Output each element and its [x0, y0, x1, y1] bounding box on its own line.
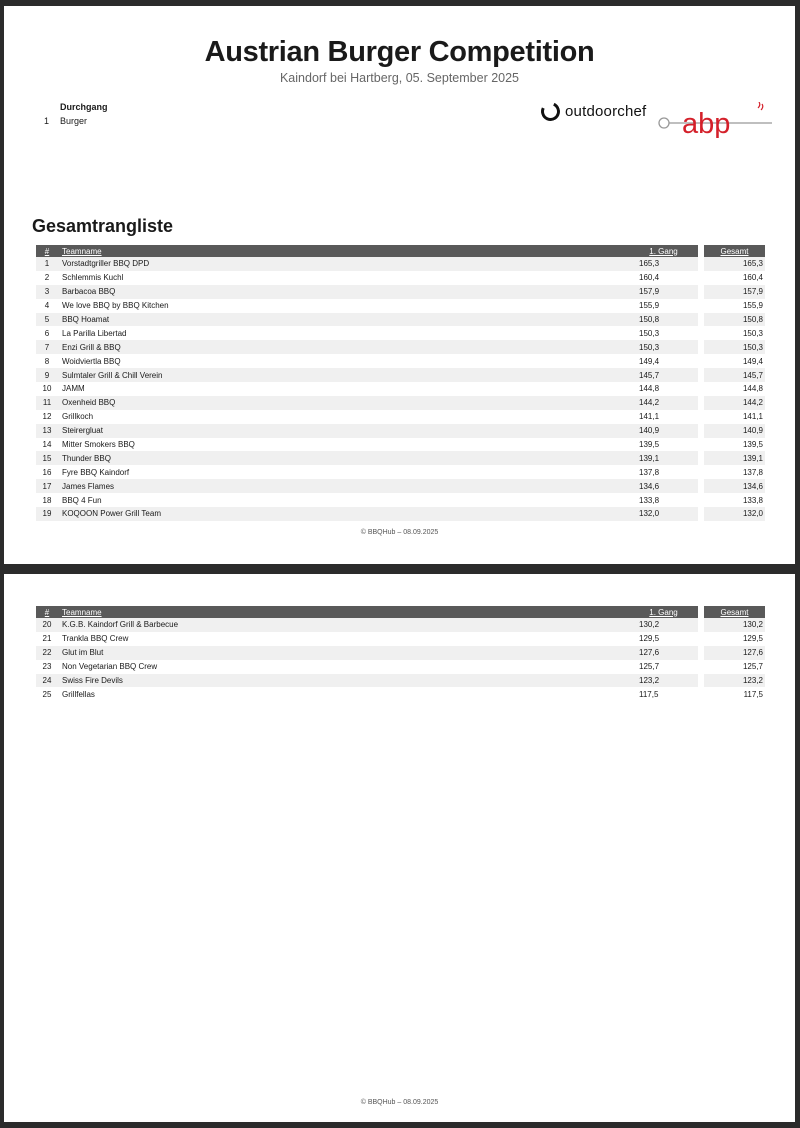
- competition-subtitle: Kaindorf bei Hartberg, 05. September 2025: [279, 71, 520, 85]
- total-score-cell: 133,8: [742, 495, 763, 505]
- round1-score-cell: 134,6: [639, 481, 660, 491]
- page-footer: © BBQHub – 08.09.2025: [360, 1099, 439, 1106]
- team-name-cell: La Parilla Libertad: [62, 328, 127, 338]
- total-score-cell: 134,6: [742, 481, 763, 491]
- total-score-cell: 140,9: [742, 426, 763, 436]
- table-row: [36, 493, 765, 507]
- round1-score-cell: 132,0: [639, 509, 660, 519]
- ranking-table-page-2: [36, 606, 765, 701]
- outdoorchef-logo-text: outdoorchef: [565, 102, 647, 120]
- outdoorchef-logo: [541, 99, 646, 123]
- rank-cell: 17: [42, 481, 52, 491]
- table-row: [36, 271, 765, 285]
- total-score-cell: 141,1: [742, 412, 763, 422]
- team-name-cell: Non Vegetarian BBQ Crew: [62, 662, 158, 672]
- team-name-cell: James Flames: [62, 481, 115, 491]
- rank-cell: 14: [42, 440, 52, 450]
- table-row: [36, 368, 765, 382]
- table-row: [36, 646, 765, 660]
- rank-cell: 9: [44, 370, 50, 380]
- header-team: Teamname: [62, 246, 102, 256]
- team-name-cell: KOQOON Power Grill Team: [62, 509, 161, 519]
- round1-score-cell: 141,1: [639, 412, 660, 422]
- total-score-cell: 149,4: [742, 356, 763, 366]
- team-name-cell: We love BBQ by BBQ Kitchen: [62, 301, 169, 311]
- table-row: [36, 299, 765, 313]
- total-score-cell: 145,7: [742, 370, 763, 380]
- total-score-cell: 157,9: [742, 287, 763, 297]
- round1-score-cell: 157,9: [639, 287, 660, 297]
- rank-cell: 24: [42, 676, 52, 685]
- round1-score-cell: 117,5: [639, 689, 659, 699]
- table-row: [36, 354, 765, 368]
- total-score-cell: 130,2: [742, 620, 763, 630]
- total-score-cell: 150,3: [742, 328, 763, 338]
- team-name-cell: Vorstadtgriller BBQ DPD: [62, 259, 150, 269]
- header-round1: 1. Gang: [649, 246, 678, 256]
- round-number: 1: [44, 116, 50, 126]
- total-score-cell: 132,0: [742, 509, 763, 519]
- team-name-cell: Mitter Smokers BBQ: [62, 440, 135, 450]
- competition-title: Austrian Burger Competition: [204, 36, 595, 68]
- rank-cell: 11: [42, 398, 52, 408]
- total-score-cell: 139,1: [742, 453, 763, 463]
- total-score-cell: 144,8: [742, 384, 763, 394]
- total-score-cell: 144,2: [742, 398, 763, 408]
- table-row: [36, 451, 765, 465]
- header-total: Gesamt: [720, 246, 749, 256]
- rank-cell: 10: [42, 384, 52, 394]
- total-score-cell: 155,9: [742, 301, 763, 311]
- team-name-cell: Grillfellas: [62, 689, 95, 699]
- table-row: [36, 410, 765, 424]
- total-score-cell: 165,3: [742, 259, 763, 269]
- rank-cell: 20: [42, 620, 52, 630]
- round1-score-cell: 139,1: [639, 453, 660, 463]
- round1-score-cell: 150,3: [639, 328, 660, 338]
- header-rank: #: [44, 607, 50, 617]
- round1-score-cell: 139,5: [639, 440, 660, 450]
- round1-score-cell: 149,4: [639, 356, 660, 366]
- total-score-cell: 125,7: [742, 662, 763, 672]
- rank-cell: 4: [44, 301, 50, 311]
- team-name-cell: Steirergluat: [62, 426, 103, 436]
- rank-cell: 16: [42, 467, 52, 477]
- table-row: [36, 340, 765, 354]
- total-score-cell: 117,5: [743, 689, 763, 699]
- outdoorchef-ring-icon: [538, 99, 562, 123]
- table-row: [36, 465, 765, 479]
- team-name-cell: Enzi Grill & BBQ: [62, 342, 121, 352]
- abp-logo-text: abp: [682, 108, 731, 138]
- rank-cell: 1: [44, 259, 50, 269]
- abp-logo: [654, 102, 772, 138]
- round1-score-cell: 140,9: [639, 426, 660, 436]
- total-score-cell: 150,8: [742, 315, 763, 324]
- team-name-cell: Oxenheid BBQ: [62, 398, 116, 408]
- table-row: [36, 313, 765, 327]
- total-score-cell: 127,6: [742, 648, 763, 658]
- page-1: [4, 6, 795, 564]
- page-2: [4, 574, 795, 1122]
- round1-score-cell: 144,8: [639, 384, 660, 394]
- team-name-cell: Barbacoa BBQ: [62, 287, 116, 297]
- total-score-cell: 137,8: [742, 467, 763, 477]
- total-score-cell: 139,5: [742, 440, 763, 450]
- table-row: [36, 618, 765, 632]
- table-header-row: [36, 606, 765, 618]
- round-name: Burger: [60, 116, 88, 126]
- rank-cell: 22: [42, 648, 52, 658]
- rank-cell: 6: [44, 328, 50, 338]
- rank-cell: 15: [42, 453, 52, 463]
- team-name-cell: Woidviertla BBQ: [62, 356, 121, 366]
- table-row: [36, 507, 765, 521]
- round1-score-cell: 155,9: [639, 301, 660, 311]
- table-row: [36, 326, 765, 340]
- table-row: [36, 632, 765, 646]
- team-name-cell: Thunder BBQ: [62, 453, 111, 463]
- team-name-cell: Schlemmis Kuchl: [62, 273, 124, 283]
- team-name-cell: Grillkoch: [62, 412, 94, 422]
- round1-score-cell: 127,6: [639, 648, 660, 658]
- table-row: [36, 479, 765, 493]
- table-row: [36, 257, 765, 271]
- round1-score-cell: 130,2: [639, 620, 660, 630]
- rank-cell: 13: [42, 426, 52, 436]
- rank-cell: 21: [42, 634, 52, 644]
- round1-score-cell: 145,7: [639, 370, 660, 380]
- round-heading: Durchgang: [60, 102, 108, 112]
- total-score-cell: 150,3: [742, 342, 763, 352]
- team-name-cell: Glut im Blut: [62, 648, 104, 658]
- table-row: [36, 396, 765, 410]
- round1-score-cell: 129,5: [639, 634, 660, 644]
- total-score-cell: 129,5: [742, 634, 763, 644]
- header-round1: 1. Gang: [649, 607, 678, 617]
- team-name-cell: BBQ Hoamat: [62, 315, 110, 324]
- table-row: [36, 285, 765, 299]
- rank-cell: 19: [42, 509, 52, 519]
- round1-score-cell: 160,4: [639, 273, 660, 283]
- round1-score-cell: 125,7: [639, 662, 660, 672]
- team-name-cell: JAMM: [62, 384, 85, 394]
- header-team: Teamname: [62, 607, 102, 617]
- rank-cell: 18: [42, 495, 52, 505]
- page-footer: © BBQHub – 08.09.2025: [360, 529, 439, 536]
- round1-score-cell: 150,8: [639, 315, 660, 324]
- rank-cell: 8: [44, 356, 50, 366]
- team-name-cell: K.G.B. Kaindorf Grill & Barbecue: [62, 620, 179, 630]
- rank-cell: 12: [42, 412, 52, 422]
- round1-score-cell: 165,3: [639, 259, 660, 269]
- section-title: Gesamtrangliste: [32, 216, 174, 236]
- team-name-cell: Swiss Fire Devils: [62, 676, 123, 685]
- round1-score-cell: 123,2: [639, 676, 660, 685]
- round1-score-cell: 137,8: [639, 467, 660, 477]
- round1-score-cell: 144,2: [639, 398, 660, 408]
- team-name-cell: Trankla BBQ Crew: [62, 634, 129, 644]
- rank-cell: 7: [44, 342, 50, 352]
- rank-cell: 25: [42, 689, 52, 699]
- rank-cell: 5: [44, 315, 50, 324]
- rank-cell: 3: [44, 287, 50, 297]
- table-row: [36, 382, 765, 396]
- total-score-cell: 160,4: [742, 273, 763, 283]
- table-row: [36, 438, 765, 452]
- rank-cell: 23: [42, 662, 52, 672]
- team-name-cell: Sulmtaler Grill & Chill Verein: [62, 370, 163, 380]
- team-name-cell: Fyre BBQ Kaindorf: [62, 467, 130, 477]
- ranking-table-page-1: [36, 245, 765, 521]
- table-row: [36, 424, 765, 438]
- table-header-row: [36, 245, 765, 257]
- header-total: Gesamt: [720, 607, 749, 617]
- total-score-cell: 123,2: [742, 676, 763, 685]
- table-row: [36, 687, 765, 701]
- team-name-cell: BBQ 4 Fun: [62, 495, 102, 505]
- round1-score-cell: 133,8: [639, 495, 660, 505]
- table-row: [36, 674, 765, 688]
- header-rank: #: [44, 246, 50, 256]
- table-row: [36, 660, 765, 674]
- rank-cell: 2: [44, 273, 50, 283]
- round1-score-cell: 150,3: [639, 342, 660, 352]
